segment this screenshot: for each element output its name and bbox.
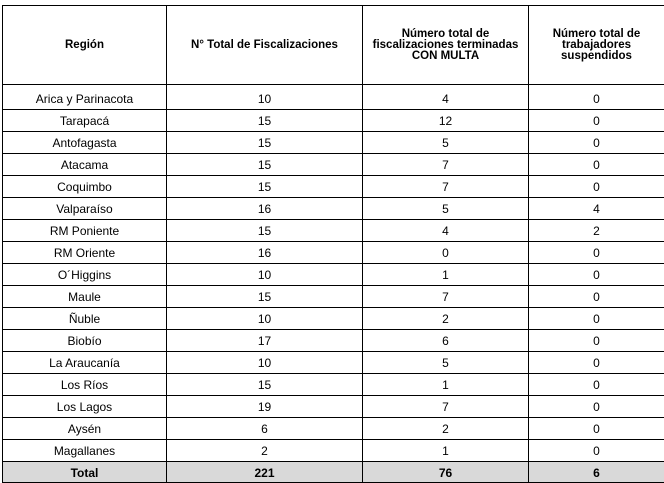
- table-row: [3, 110, 664, 132]
- cell-total-fiscalizaciones: 15: [167, 374, 363, 396]
- cell-suspendidos: 2: [529, 220, 664, 242]
- cell-region: Biobío: [3, 330, 167, 352]
- cell-total-fiscalizaciones: 15: [167, 132, 363, 154]
- cell-suspendidos: 0: [529, 132, 664, 154]
- cell-total-fiscalizaciones: 10: [167, 85, 363, 110]
- total-con-multa: 76: [363, 462, 529, 483]
- cell-con-multa: 7: [363, 396, 529, 418]
- cell-region: Maule: [3, 286, 167, 308]
- cell-region: Antofagasta: [3, 132, 167, 154]
- cell-region: La Araucanía: [3, 352, 167, 374]
- table-row: [3, 374, 664, 396]
- cell-region: Aysén: [3, 418, 167, 440]
- cell-suspendidos: 0: [529, 264, 664, 286]
- cell-con-multa: 7: [363, 176, 529, 198]
- cell-total-fiscalizaciones: 15: [167, 110, 363, 132]
- cell-total-fiscalizaciones: 16: [167, 242, 363, 264]
- header-row: [3, 6, 664, 85]
- table-row: [3, 264, 664, 286]
- cell-region: Los Ríos: [3, 374, 167, 396]
- table-row: [3, 220, 664, 242]
- cell-con-multa: 5: [363, 132, 529, 154]
- cell-region: Valparaíso: [3, 198, 167, 220]
- cell-con-multa: 7: [363, 286, 529, 308]
- cell-region: Coquimbo: [3, 176, 167, 198]
- cell-suspendidos: 0: [529, 396, 664, 418]
- cell-total-fiscalizaciones: 17: [167, 330, 363, 352]
- cell-con-multa: 0: [363, 242, 529, 264]
- table-row: [3, 198, 664, 220]
- fiscalizaciones-table: [2, 5, 664, 483]
- header-trabajadores-suspendidos: Número total de trabajadores suspendidos: [529, 6, 664, 85]
- cell-con-multa: 1: [363, 440, 529, 462]
- table-row: [3, 154, 664, 176]
- table-row: [3, 176, 664, 198]
- header-con-multa: Número total de fiscalizaciones terminadas CON MULTA: [363, 6, 529, 85]
- cell-suspendidos: 0: [529, 176, 664, 198]
- cell-suspendidos: 0: [529, 418, 664, 440]
- cell-total-fiscalizaciones: 10: [167, 352, 363, 374]
- table-row: [3, 85, 664, 110]
- header-total-fiscalizaciones: N° Total de Fiscalizaciones: [167, 6, 363, 85]
- cell-region: Ñuble: [3, 308, 167, 330]
- table-row: [3, 132, 664, 154]
- cell-suspendidos: 0: [529, 286, 664, 308]
- cell-total-fiscalizaciones: 10: [167, 264, 363, 286]
- cell-suspendidos: 0: [529, 242, 664, 264]
- cell-con-multa: 2: [363, 308, 529, 330]
- total-label: Total: [3, 462, 167, 483]
- cell-region: RM Oriente: [3, 242, 167, 264]
- cell-suspendidos: 0: [529, 440, 664, 462]
- cell-region: Magallanes: [3, 440, 167, 462]
- cell-con-multa: 7: [363, 154, 529, 176]
- cell-suspendidos: 0: [529, 330, 664, 352]
- cell-con-multa: 4: [363, 85, 529, 110]
- cell-total-fiscalizaciones: 19: [167, 396, 363, 418]
- cell-suspendidos: 0: [529, 85, 664, 110]
- cell-region: RM Poniente: [3, 220, 167, 242]
- cell-total-fiscalizaciones: 15: [167, 286, 363, 308]
- cell-con-multa: 4: [363, 220, 529, 242]
- table-row: [3, 440, 664, 462]
- cell-suspendidos: 0: [529, 352, 664, 374]
- cell-con-multa: 6: [363, 330, 529, 352]
- cell-total-fiscalizaciones: 2: [167, 440, 363, 462]
- cell-con-multa: 1: [363, 264, 529, 286]
- cell-region: Los Lagos: [3, 396, 167, 418]
- cell-total-fiscalizaciones: 15: [167, 220, 363, 242]
- cell-suspendidos: 0: [529, 110, 664, 132]
- cell-region: O´Higgins: [3, 264, 167, 286]
- table-row: [3, 418, 664, 440]
- cell-total-fiscalizaciones: 15: [167, 176, 363, 198]
- table-row: [3, 352, 664, 374]
- total-fiscalizaciones: 221: [167, 462, 363, 483]
- cell-region: Arica y Parinacota: [3, 85, 167, 110]
- table-row: [3, 242, 664, 264]
- cell-total-fiscalizaciones: 16: [167, 198, 363, 220]
- total-row: [3, 462, 664, 483]
- cell-con-multa: 5: [363, 352, 529, 374]
- table-body: [3, 85, 664, 462]
- cell-con-multa: 2: [363, 418, 529, 440]
- table-row: [3, 308, 664, 330]
- cell-region: Atacama: [3, 154, 167, 176]
- cell-con-multa: 12: [363, 110, 529, 132]
- table-row: [3, 396, 664, 418]
- table-row: [3, 330, 664, 352]
- cell-total-fiscalizaciones: 6: [167, 418, 363, 440]
- total-suspendidos: 6: [529, 462, 664, 483]
- table-row: [3, 286, 664, 308]
- cell-total-fiscalizaciones: 15: [167, 154, 363, 176]
- cell-total-fiscalizaciones: 10: [167, 308, 363, 330]
- cell-suspendidos: 0: [529, 154, 664, 176]
- cell-suspendidos: 0: [529, 308, 664, 330]
- cell-suspendidos: 4: [529, 198, 664, 220]
- cell-suspendidos: 0: [529, 374, 664, 396]
- cell-region: Tarapacá: [3, 110, 167, 132]
- header-region: Región: [3, 6, 167, 85]
- cell-con-multa: 5: [363, 198, 529, 220]
- cell-con-multa: 1: [363, 374, 529, 396]
